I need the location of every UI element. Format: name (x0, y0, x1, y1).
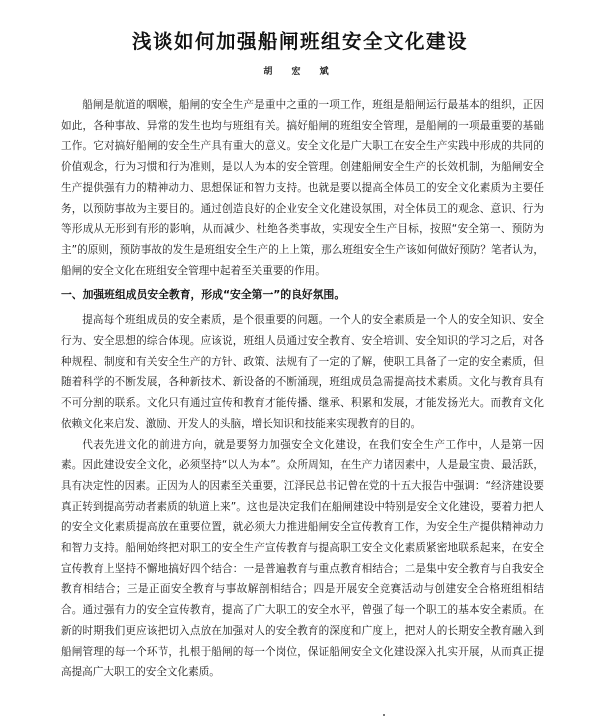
section-paragraph-2: 代表先进文化的前进方向，就是要努力加强安全文化建设，在我们安全生产工作中，人是第一因素。因此建设安全文化，必须坚持“以人为本”。众所周知，在生产力诸因素中，人是最宝贵、最活跃，具有决定性的因素。正因为人的因素至关重要，江泽民总书记曾在党的十五大报告中强调：“经济建设要真正转到提高劳动者素质的轨道上来”。这也是决定我们在船闸建设中特别是安全文化建设，要着力把人的安全文化素质提高放在重要位置，就必须大力推进船闸安全宣传教育工作，为安全生产提供精神动力和智力支持。船闸始终把对职工的安全生产宣传教育与提高职工安全文化素质紧密地联系起来，在安全宣传教育上坚持不懈地搞好四个结合：一是普遍教育与重点教育相结合；二是集中安全教育与自我安全教育相结合；三是正面安全教育与事故解剖相结合；四是开展安全竞赛活动与创建安全合格班组相结合。通过强有力的安全宣传教育，提高了广大职工的安全水平，曾强了每一个职工的基本安全素质。在新的时期我们更应该把切入点放在加强对人的安全教育的深度和广度上，把对人的长期安全教育融入到船闸管理的每一个环节，扎根于船闸的每一个岗位，保证船闸安全文化建设深入扎实开展，从而真正提高提高广大职工的安全文化素质。 (61, 438, 544, 679)
scan-speck (383, 714, 385, 716)
article-title: 浅谈如何加强船闸班组安全文化建设 (131, 30, 468, 53)
article-author: 胡 宏 斌 (263, 67, 337, 77)
section-heading: 一、加强班组成员安全教育，形成“安全第一”的良好氛围。 (61, 288, 346, 302)
intro-paragraph: 船闸是航道的咽喉，船闸的安全生产是重中之重的一项工作，班组是船闸运行最基本的组织，正因如此，各种事故、异常的发生也均与班组有关。搞好船闸的班组安全管理，是船闸的一项最重要的基础工作。它对搞好船闸的安全生产具有重大的意义。安全文化是广大职工在安全生产实践中形成的共同的价值观念，行为习惯和行为准则，是以人为本的安全管理。创建船闸安全生产的长效机制，为船闸安全生产提供强有力的精神动力、思想保证和智力支持。也就是要以提高全体员工的安全文化素质为主要任务，以预防事故为主要目的。通过创造良好的企业安全文化建设氛围，对全体员工的观念、意识、行为等形成从无形到有形的影响，从而减少、杜绝各类事故，实现安全生产目标，按照“安全第一、预防为主”的原则，预防事故的发生是班组安全生产的上上策，那么班组安全生产该如何做好预防？笔者认为，船闸的安全文化在班组安全管理中起着至关重要的作用。 (61, 99, 544, 277)
section-paragraph-1: 提高每个班组成员的安全素质，是个很重要的问题。一个人的安全素质是一个人的安全知识、安全行为、安全思想的综合体现。应该说，班组人员通过安全教育、安全培训、安全知识的学习之后，对各种规程、制度和有关安全生产的方针、政策、法规有了一定的了解，使职工具备了一定的安全素质，但随着科学的不断发展，各种新技术、新设备的不断涌现，班组成员急需提高技术素质。文化与教育具有不可分割的联系。文化只有通过宣传和教育才能传播、继承、积累和发展，才能发扬光大。而教育文化依赖文化来启发、激励、开发人的头脑，增长知识和技能来实现教育的目的。 (61, 314, 544, 430)
article-body (61, 95, 544, 683)
